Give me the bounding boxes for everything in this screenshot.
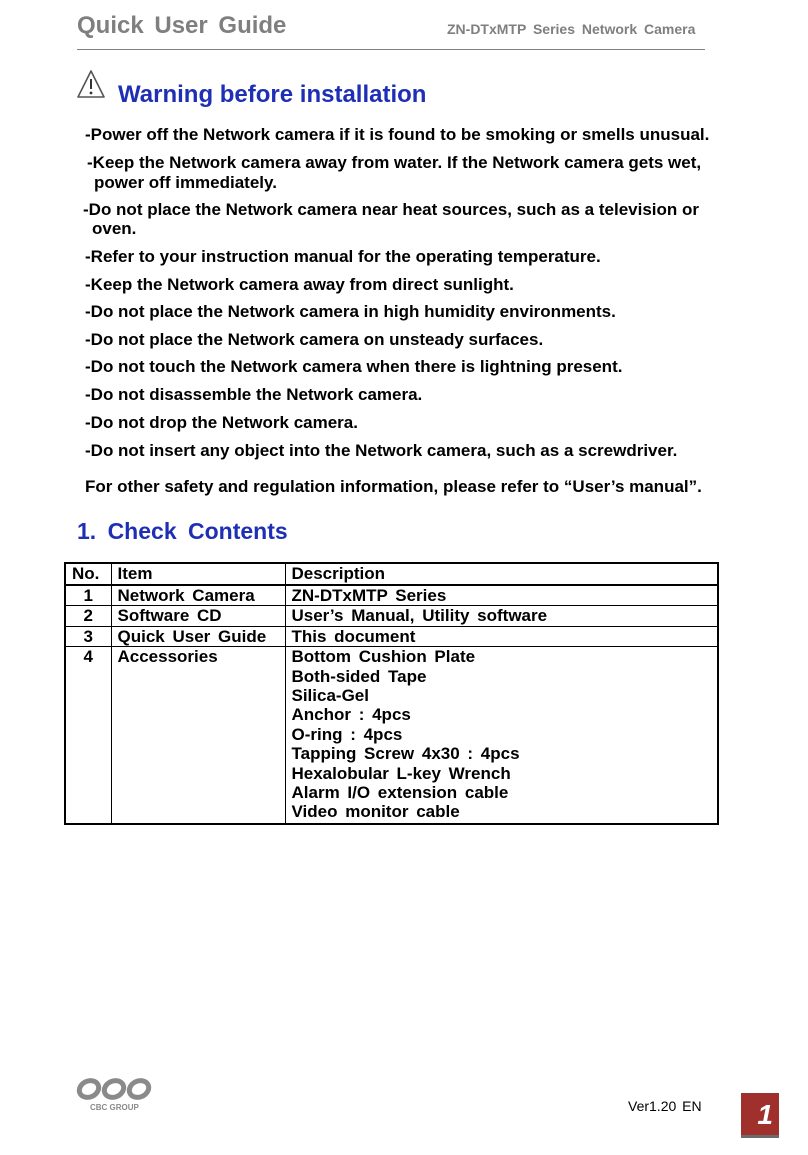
warning-triangle-icon xyxy=(76,69,106,99)
accessory-item: Silica-Gel xyxy=(291,686,369,706)
row-item: Network Camera xyxy=(111,585,285,606)
warning-item: -Do not place the Network camera in high humidity environments. xyxy=(85,302,616,321)
warning-item: -Power off the Network camera if it is found to be smoking or smells unusual. xyxy=(85,125,710,144)
section-heading-check-contents: 1. Check Contents xyxy=(77,518,288,544)
page-number-shadow xyxy=(741,1135,779,1138)
accessory-item: Anchor : 4pcs xyxy=(291,705,411,725)
warning-item: -Do not touch the Network camera when there is lightning present. xyxy=(85,357,623,376)
header-divider xyxy=(77,49,705,50)
safety-footnote: For other safety and regulation information, please refer to “User’s manual”. xyxy=(85,477,702,496)
warning-item: -Do not place the Network camera near heat sources, such as a television or xyxy=(83,200,699,219)
warning-item: -Do not drop the Network camera. xyxy=(85,413,358,432)
row-number: 1 xyxy=(65,585,111,606)
svg-text:CBC GROUP: CBC GROUP xyxy=(90,1103,139,1112)
accessory-item: O-ring : 4pcs xyxy=(291,724,403,744)
version-label: Ver1.20 EN xyxy=(628,1098,702,1114)
table-row xyxy=(65,647,718,824)
accessory-item: Tapping Screw 4x30 : 4pcs xyxy=(291,744,520,764)
row-number: 3 xyxy=(65,626,111,646)
row-description: This document xyxy=(285,626,718,646)
row-number: 4 xyxy=(65,647,111,824)
accessory-item: Video monitor cable xyxy=(291,802,460,822)
accessory-item: Both-sided Tape xyxy=(291,666,427,686)
warning-item: -Refer to your instruction manual for the operating temperature. xyxy=(85,247,601,266)
accessory-item: Bottom Cushion Plate xyxy=(291,647,476,667)
column-header-item: Item xyxy=(111,563,285,585)
row-description: User’s Manual, Utility software xyxy=(285,606,718,626)
product-series: ZN-DTxMTP Series Network Camera xyxy=(447,21,696,37)
table-header-row xyxy=(65,563,718,585)
contents-table xyxy=(64,562,719,825)
cbc-group-logo xyxy=(76,1077,154,1113)
table-row xyxy=(65,585,718,606)
warning-item-continued: power off immediately. xyxy=(94,173,277,192)
row-item: Accessories xyxy=(111,647,285,824)
warning-item-continued: oven. xyxy=(92,219,137,238)
row-description: ZN-DTxMTP Series xyxy=(285,585,718,606)
warning-heading: Warning before installation xyxy=(118,81,427,108)
row-item: Software CD xyxy=(111,606,285,626)
warning-item: -Do not place the Network camera on unsteady surfaces. xyxy=(85,330,544,349)
guide-title: Quick User Guide xyxy=(77,12,287,39)
page-number: 1 xyxy=(741,1093,779,1135)
table-row xyxy=(65,626,718,646)
accessory-item: Alarm I/O extension cable xyxy=(291,783,509,803)
column-header-no: No. xyxy=(65,563,111,585)
row-number: 2 xyxy=(65,606,111,626)
row-item: Quick User Guide xyxy=(111,626,285,646)
warning-item: -Do not insert any object into the Network camera, such as a screwdriver. xyxy=(85,441,678,460)
accessory-item: Hexalobular L-key Wrench xyxy=(291,763,511,783)
row-description-accessories xyxy=(285,647,718,824)
column-header-description: Description xyxy=(285,563,718,585)
table-row xyxy=(65,606,718,626)
warning-item: -Do not disassemble the Network camera. xyxy=(85,385,423,404)
warning-item: -Keep the Network camera away from water. If the Network camera gets wet, xyxy=(87,153,702,172)
warning-item: -Keep the Network camera away from direct sunlight. xyxy=(85,275,514,294)
